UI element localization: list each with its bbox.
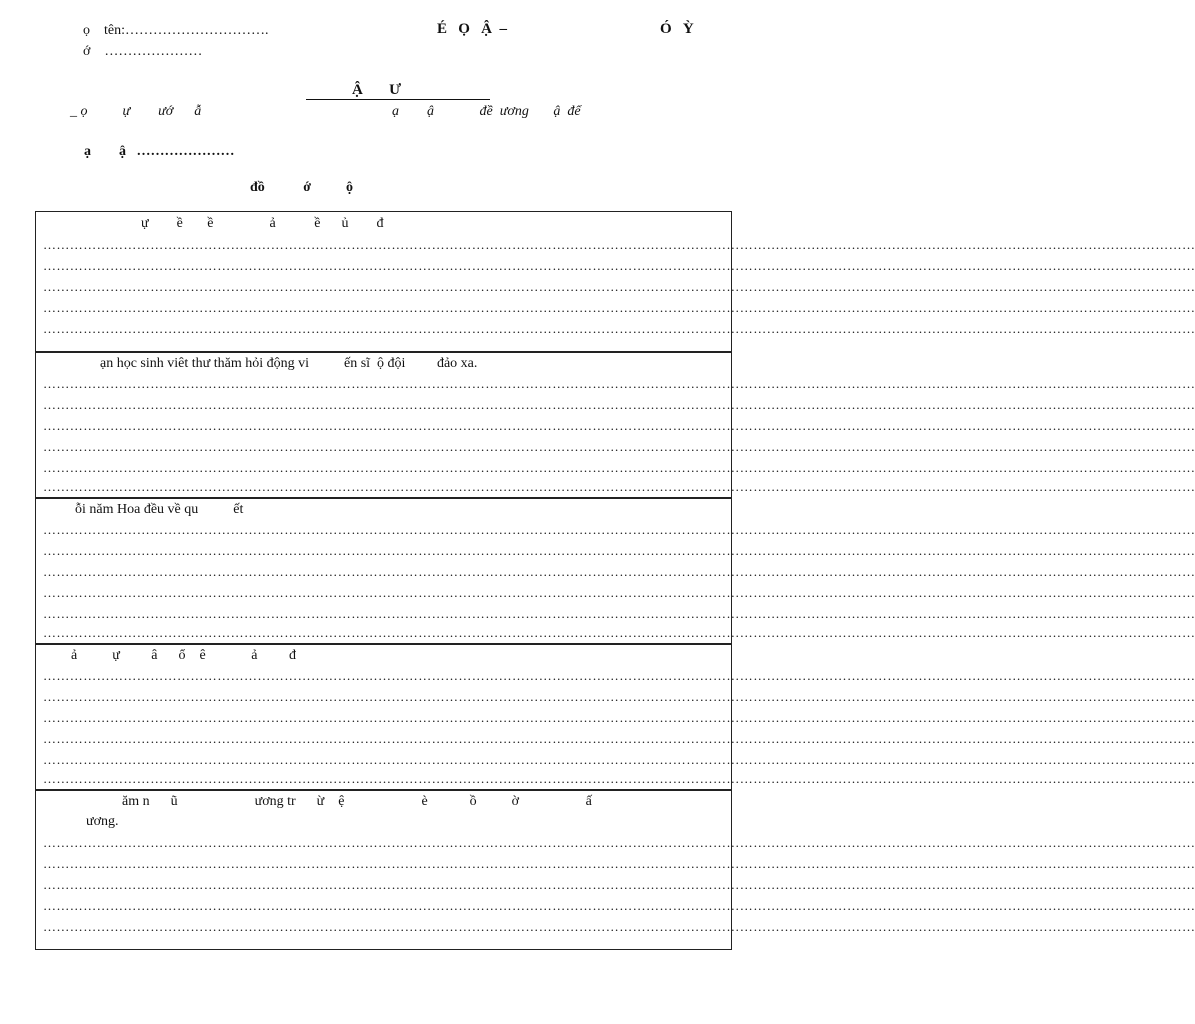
answer-line[interactable]: …………………………………………………………………………………………………………………………………………………………………………………………………………………………………… bbox=[43, 919, 1195, 934]
answer-line[interactable]: …………………………………………………………………………………………………………………………………………………………………………………………………………………………………… bbox=[43, 460, 1195, 475]
topic-label: ạ ậ ………………… bbox=[84, 144, 235, 159]
box-2-prompt: ạn học sinh viêt thư thăm hỏi động vi ến sĩ ộ đội đảo xa. bbox=[100, 356, 478, 371]
answer-line[interactable]: …………………………………………………………………………………………………………………………………………………………………………………………………………………………………… bbox=[43, 752, 1195, 767]
instruction-right: ạ ậ đề ương ậ để bbox=[392, 104, 581, 119]
writing-box-3 bbox=[35, 497, 1195, 645]
answer-line[interactable]: …………………………………………………………………………………………………………………………………………………………………………………………………………………………………… bbox=[43, 397, 1195, 412]
answer-line[interactable]: …………………………………………………………………………………………………………………………………………………………………………………………………………………………………… bbox=[43, 898, 1195, 913]
writing-box-1 bbox=[35, 211, 1195, 353]
student-class-field: ớ ………………… bbox=[83, 44, 203, 59]
box-3-prompt: ỗi năm Hoa đều về qu ết bbox=[75, 502, 244, 517]
answer-line[interactable]: …………………………………………………………………………………………………………………………………………………………………………………………………………………………………… bbox=[43, 585, 1195, 600]
answer-line[interactable]: …………………………………………………………………………………………………………………………………………………………………………………………………………………………………… bbox=[43, 479, 1195, 494]
box-5-prompt: ăm n ũ ương tr ừ ệ è ồ ờ ấ bbox=[122, 794, 592, 809]
answer-line[interactable]: …………………………………………………………………………………………………………………………………………………………………………………………………………………………………… bbox=[43, 689, 1195, 704]
box-4-prompt: ả ự â ổ ê ả đ bbox=[71, 648, 296, 663]
answer-line[interactable]: …………………………………………………………………………………………………………………………………………………………………………………………………………………………………… bbox=[43, 418, 1195, 433]
answer-line[interactable]: …………………………………………………………………………………………………………………………………………………………………………………………………………………………………… bbox=[43, 625, 1195, 640]
answer-line[interactable]: …………………………………………………………………………………………………………………………………………………………………………………………………………………………………… bbox=[43, 279, 1195, 294]
writing-box-5 bbox=[35, 789, 1195, 950]
answer-line[interactable]: …………………………………………………………………………………………………………………………………………………………………………………………………………………………………… bbox=[43, 439, 1195, 454]
answer-line[interactable]: …………………………………………………………………………………………………………………………………………………………………………………………………………………………………… bbox=[43, 564, 1195, 579]
header-title-right: Ó Ỳ bbox=[660, 21, 694, 37]
instruction-left: _ ọ ự ướ ẫ bbox=[70, 104, 202, 119]
answer-line[interactable]: …………………………………………………………………………………………………………………………………………………………………………………………………………………………………… bbox=[43, 321, 1195, 336]
answer-line[interactable]: …………………………………………………………………………………………………………………………………………………………………………………………………………………………………… bbox=[43, 606, 1195, 621]
answer-line[interactable]: …………………………………………………………………………………………………………………………………………………………………………………………………………………………………… bbox=[43, 668, 1195, 683]
writing-box-2 bbox=[35, 351, 1195, 499]
answer-line[interactable]: …………………………………………………………………………………………………………………………………………………………………………………………………………………………………… bbox=[43, 856, 1195, 871]
answer-line[interactable]: …………………………………………………………………………………………………………………………………………………………………………………………………………………………………… bbox=[43, 376, 1195, 391]
box-5-prompt-continued: ương. bbox=[86, 814, 119, 829]
answer-line[interactable]: …………………………………………………………………………………………………………………………………………………………………………………………………………………………………… bbox=[43, 237, 1195, 252]
answer-line[interactable]: …………………………………………………………………………………………………………………………………………………………………………………………………………………………………… bbox=[43, 300, 1195, 315]
writing-box-4 bbox=[35, 643, 1195, 791]
student-name-field: ọ tên:…………………………. bbox=[83, 23, 269, 38]
answer-line[interactable]: …………………………………………………………………………………………………………………………………………………………………………………………………………………………………… bbox=[43, 877, 1195, 892]
answer-line[interactable]: …………………………………………………………………………………………………………………………………………………………………………………………………………………………………… bbox=[43, 543, 1195, 558]
answer-line[interactable]: …………………………………………………………………………………………………………………………………………………………………………………………………………………………………… bbox=[43, 522, 1195, 537]
title-underline bbox=[306, 99, 490, 100]
answer-line[interactable]: …………………………………………………………………………………………………………………………………………………………………………………………………………………………………… bbox=[43, 835, 1195, 850]
writing-boxes bbox=[35, 211, 1195, 950]
header-title-left: É Ọ Ậ – bbox=[437, 21, 508, 37]
answer-line[interactable]: …………………………………………………………………………………………………………………………………………………………………………………………………………………………………… bbox=[43, 731, 1195, 746]
answer-line[interactable]: …………………………………………………………………………………………………………………………………………………………………………………………………………………………………… bbox=[43, 710, 1195, 725]
outline-subtitle: đồ ớ ộ bbox=[250, 180, 354, 195]
lesson-title: Ậ Ư bbox=[352, 82, 402, 98]
answer-line[interactable]: …………………………………………………………………………………………………………………………………………………………………………………………………………………………………… bbox=[43, 258, 1195, 273]
answer-line[interactable]: …………………………………………………………………………………………………………………………………………………………………………………………………………………………………… bbox=[43, 771, 1195, 786]
box-1-prompt: ự ề ề ả ề ủ đ bbox=[141, 216, 384, 231]
